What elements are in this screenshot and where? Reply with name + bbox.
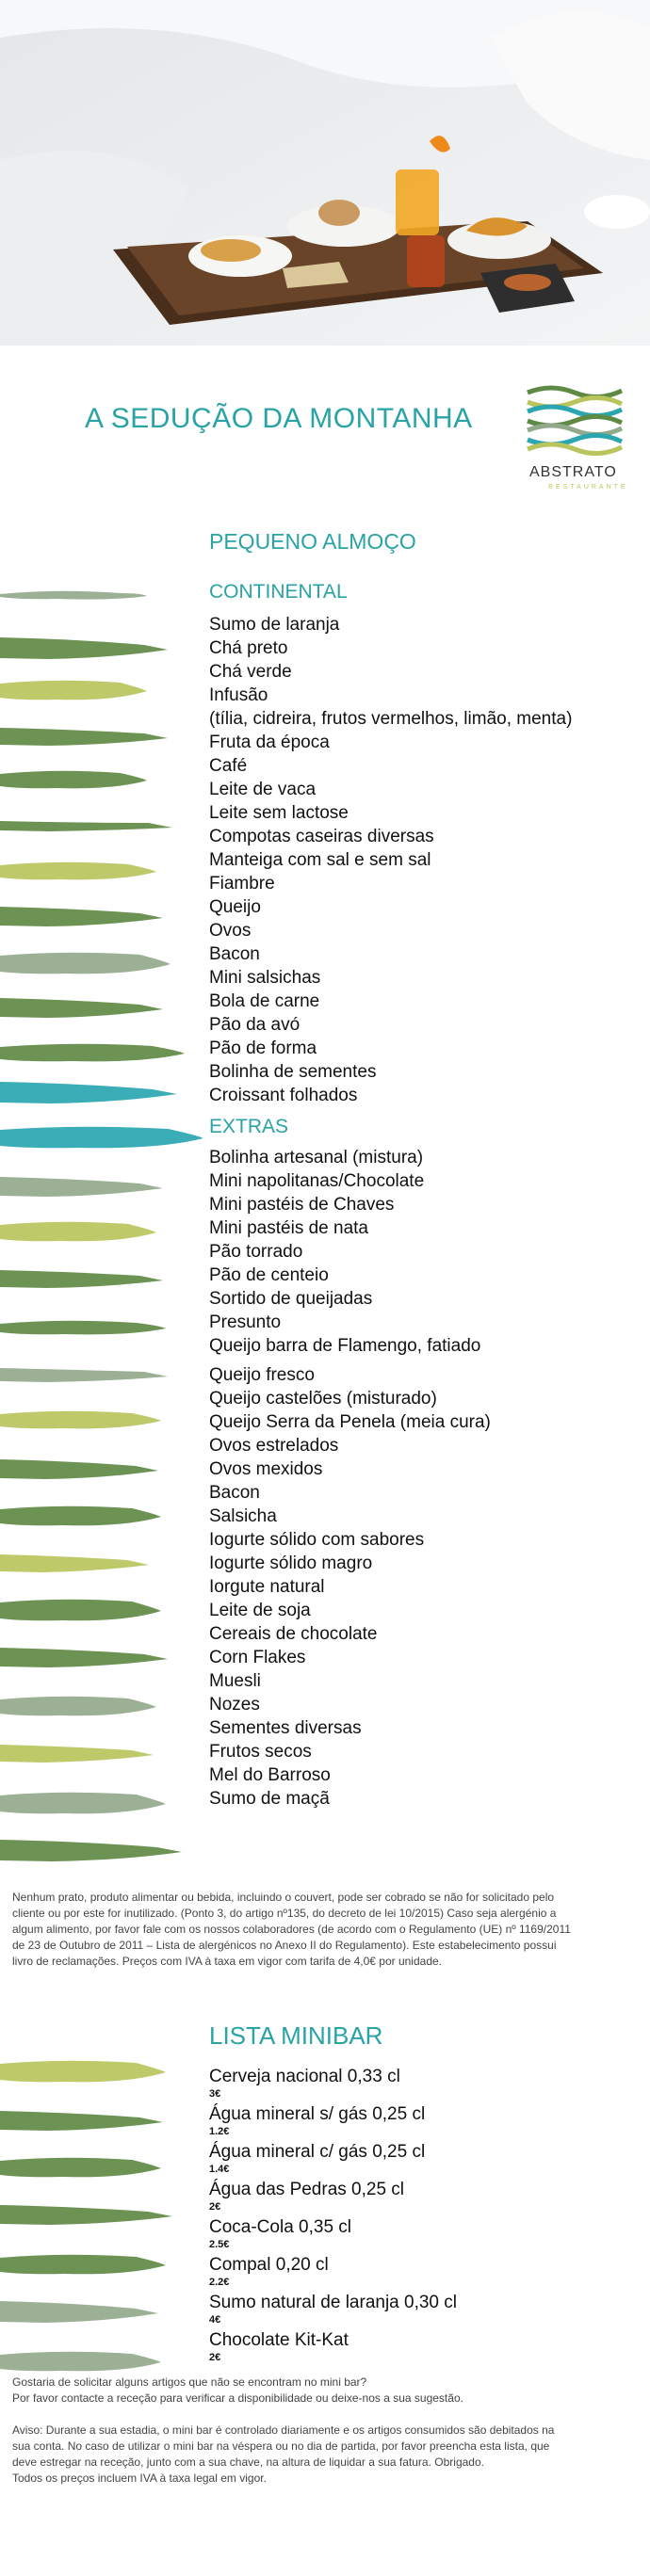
menu-item: Chá verde — [209, 662, 292, 682]
menu-item: Pão de centeio — [209, 1265, 329, 1285]
menu-item: Chá preto — [209, 638, 288, 658]
subheading-extras: EXTRAS — [209, 1116, 289, 1137]
minibar-item-price: 1.2€ — [209, 2126, 230, 2137]
brush-stroke — [0, 1544, 217, 1576]
minibar-item — [209, 2142, 457, 2180]
minibar-item-price: 3€ — [209, 2088, 221, 2100]
brush-stroke — [0, 717, 217, 749]
note-line: livro de reclamações. Preços com IVA à taxa em vigor com tarifa de 4,0€ por unidade. — [12, 1955, 442, 1968]
menu-item: Mini napolitanas/Chocolate — [209, 1171, 425, 1191]
menu-item: Bacon — [209, 1483, 260, 1503]
disclaimer-note — [12, 1890, 571, 1970]
note-line: de 23 de Outubro de 2011 – Lista de alergénicos no Anexo II do Regulamento). Este estabelecimento possui — [12, 1939, 557, 1952]
menu-item: Mini pastéis de nata — [209, 1218, 368, 1238]
menu-item: Infusão — [209, 685, 268, 705]
brush-stroke — [0, 897, 217, 929]
minibar-item — [209, 2067, 457, 2104]
brush-stroke — [0, 629, 217, 661]
menu-item: Sumo de maçã — [209, 1789, 330, 1809]
brush-stroke — [0, 2196, 217, 2228]
minibar-item — [209, 2255, 457, 2293]
menu-item: Iogurte sólido com sabores — [209, 1530, 425, 1550]
brush-stroke — [0, 1497, 217, 1529]
menu-item: Leite de vaca — [209, 780, 317, 799]
note-line: deve estregar na receção, junto com a sua chave, na altura de liquidar a sua fatura. Obrigado. — [12, 2455, 484, 2469]
menu-item: Queijo barra de Flamengo, fatiado — [209, 1336, 481, 1356]
brush-stroke — [0, 2246, 217, 2278]
brush-stroke — [0, 852, 217, 884]
minibar-list — [209, 2067, 457, 2368]
minibar-item-name: Cerveja nacional 0,33 cl — [209, 2067, 400, 2086]
note-line: Gostaria de solicitar alguns artigos que não se encontram no mini bar? — [12, 2375, 367, 2389]
menu-item: Café — [209, 756, 248, 776]
menu-item: Leite de soja — [209, 1601, 311, 1620]
brush-stroke — [0, 1260, 217, 1292]
menu-item: Queijo Serra da Penela (meia cura) — [209, 1412, 491, 1432]
brush-stroke — [0, 671, 217, 703]
brush-stroke — [0, 761, 217, 793]
menu-item: Mini pastéis de Chaves — [209, 1195, 395, 1215]
note-line: algum alimento, por favor fale com os nossos colaboradores (de acordo com o Regulamento (UE) nº 1169/2011 — [12, 1923, 571, 1936]
menu-item: Sortido de queijadas — [209, 1289, 373, 1309]
note-line: Nenhum prato, produto alimentar ou bebida, incluindo o couvert, pode ser cobrado se não for solicitado pelo — [12, 1891, 555, 1904]
hero-breakfast-photo — [0, 0, 650, 346]
menu-item: Queijo — [209, 897, 261, 917]
menu-item: Muesli — [209, 1671, 261, 1691]
note-line: sua conta. No caso de utilizar o mini bar na véspera ou no dia de partida, por favor preencha esta lista, que — [12, 2439, 550, 2453]
brush-stroke — [0, 2101, 217, 2133]
page-title: A SEDUÇÃO DA MONTANHA — [85, 403, 473, 434]
note-line: Todos os preços incluem IVA à taxa legal em vigor. — [12, 2471, 267, 2485]
menu-item: (tília, cidreira, frutos vermelhos, limão, menta) — [209, 709, 573, 729]
menu-item: Pão da avó — [209, 1015, 301, 1035]
menu-item: Bolinha artesanal (mistura) — [209, 1148, 424, 1167]
menu-item: Bola de carne — [209, 991, 320, 1011]
brush-stroke — [0, 1309, 217, 1341]
minibar-item — [209, 2217, 457, 2255]
abstrato-logo-icon — [523, 381, 626, 457]
menu-item: Queijo fresco — [209, 1365, 315, 1385]
brush-stroke — [0, 576, 217, 608]
menu-item: Iogurte sólido magro — [209, 1554, 373, 1573]
menu-item: Corn Flakes — [209, 1648, 306, 1667]
menu-item: Compotas caseiras diversas — [209, 827, 434, 846]
menu-item: Ovos — [209, 921, 252, 941]
menu-item: Bolinha de sementes — [209, 1062, 377, 1082]
brush-stroke — [0, 1687, 217, 1719]
brush-stroke — [0, 1831, 217, 1863]
brush-stroke — [0, 1213, 217, 1245]
note-line: Aviso: Durante a sua estadia, o mini bar é controlado diariamente e os artigos consumidos são debitados na — [12, 2423, 555, 2437]
menu-item: Frutos secos — [209, 1742, 312, 1762]
minibar-item — [209, 2180, 457, 2217]
note-line: Por favor contacte a receção para verificar a disponibilidade ou deixe-nos a sua sugestão. — [12, 2391, 463, 2405]
menu-item: Sementes diversas — [209, 1718, 362, 1738]
section-heading-breakfast: PEQUENO ALMOÇO — [209, 529, 416, 554]
menu-item: Croissant folhados — [209, 1086, 358, 1105]
brush-stroke — [0, 1638, 217, 1670]
extras-list-b — [209, 1363, 491, 1811]
brush-stroke — [0, 1167, 217, 1199]
minibar-heading: LISTA MINIBAR — [209, 2021, 383, 2050]
menu-item: Fiambre — [209, 874, 275, 894]
minibar-item-name: Água das Pedras 0,25 cl — [209, 2180, 405, 2199]
continental-list — [209, 613, 572, 1107]
note-line: cliente ou por este for inutilizado. (Ponto 3, do artigo nº135, do decreto de lei 10/2015) Caso seja alergénio a — [12, 1907, 557, 1920]
minibar-item-price: 2€ — [209, 2352, 221, 2363]
minibar-item-price: 4€ — [209, 2314, 221, 2326]
notice-note — [12, 2423, 554, 2487]
menu-item: Manteiga com sal e sem sal — [209, 850, 431, 870]
logo-name: ABSTRATO — [529, 464, 617, 480]
menu-item: Leite sem lactose — [209, 803, 349, 823]
menu-item: Sumo de laranja — [209, 615, 340, 635]
minibar-item-name: Compal 0,20 cl — [209, 2255, 329, 2275]
minibar-item-price: 2.5€ — [209, 2239, 230, 2250]
brush-stroke — [0, 2343, 217, 2375]
minibar-item — [209, 2104, 457, 2142]
brush-stroke — [0, 807, 217, 839]
minibar-item-name: Sumo natural de laranja 0,30 cl — [209, 2293, 457, 2312]
brush-stroke — [0, 989, 217, 1021]
menu-item: Fruta da época — [209, 733, 330, 752]
brush-stroke — [0, 1591, 217, 1623]
extras-list-a — [209, 1146, 480, 1358]
brush-stroke — [0, 944, 217, 976]
brush-stroke — [0, 1450, 217, 1482]
menu-item: Cereais de chocolate — [209, 1624, 378, 1644]
brush-stroke — [0, 2293, 217, 2325]
menu-item: Bacon — [209, 944, 260, 964]
menu-item: Ovos estrelados — [209, 1436, 339, 1456]
brush-stroke — [0, 2053, 217, 2085]
brush-stroke — [0, 1784, 217, 1816]
logo-subtitle: RESTAURANTE — [548, 484, 628, 491]
request-note — [12, 2375, 463, 2407]
menu-item: Nozes — [209, 1695, 260, 1715]
brush-stroke — [0, 2149, 217, 2181]
menu-item: Iorgute natural — [209, 1577, 325, 1597]
brush-stroke — [0, 1119, 217, 1151]
minibar-item-name: Água mineral s/ gás 0,25 cl — [209, 2104, 426, 2124]
brush-stroke — [0, 1734, 217, 1766]
minibar-item-price: 2.2€ — [209, 2277, 230, 2288]
minibar-item — [209, 2293, 457, 2330]
minibar-item — [209, 2330, 457, 2368]
menu-item: Presunto — [209, 1312, 282, 1332]
brush-stroke — [0, 1034, 217, 1066]
brush-stroke — [0, 1356, 217, 1388]
menu-item: Mini salsichas — [209, 968, 321, 988]
minibar-item-name: Coca-Cola 0,35 cl — [209, 2217, 352, 2237]
menu-item: Pão torrado — [209, 1242, 303, 1262]
brush-stroke — [0, 1073, 217, 1105]
menu-item: Queijo castelões (misturado) — [209, 1389, 437, 1409]
menu-item: Pão de forma — [209, 1038, 317, 1058]
subheading-continental: CONTINENTAL — [209, 581, 348, 603]
menu-item: Ovos mexidos — [209, 1459, 323, 1479]
menu-item: Mel do Barroso — [209, 1765, 331, 1785]
minibar-item-name: Água mineral c/ gás 0,25 cl — [209, 2142, 426, 2162]
brush-stroke — [0, 1401, 217, 1433]
menu-item: Salsicha — [209, 1506, 277, 1526]
minibar-item-price: 1.4€ — [209, 2164, 230, 2175]
minibar-item-name: Chocolate Kit-Kat — [209, 2330, 349, 2350]
minibar-item-price: 2€ — [209, 2201, 221, 2213]
